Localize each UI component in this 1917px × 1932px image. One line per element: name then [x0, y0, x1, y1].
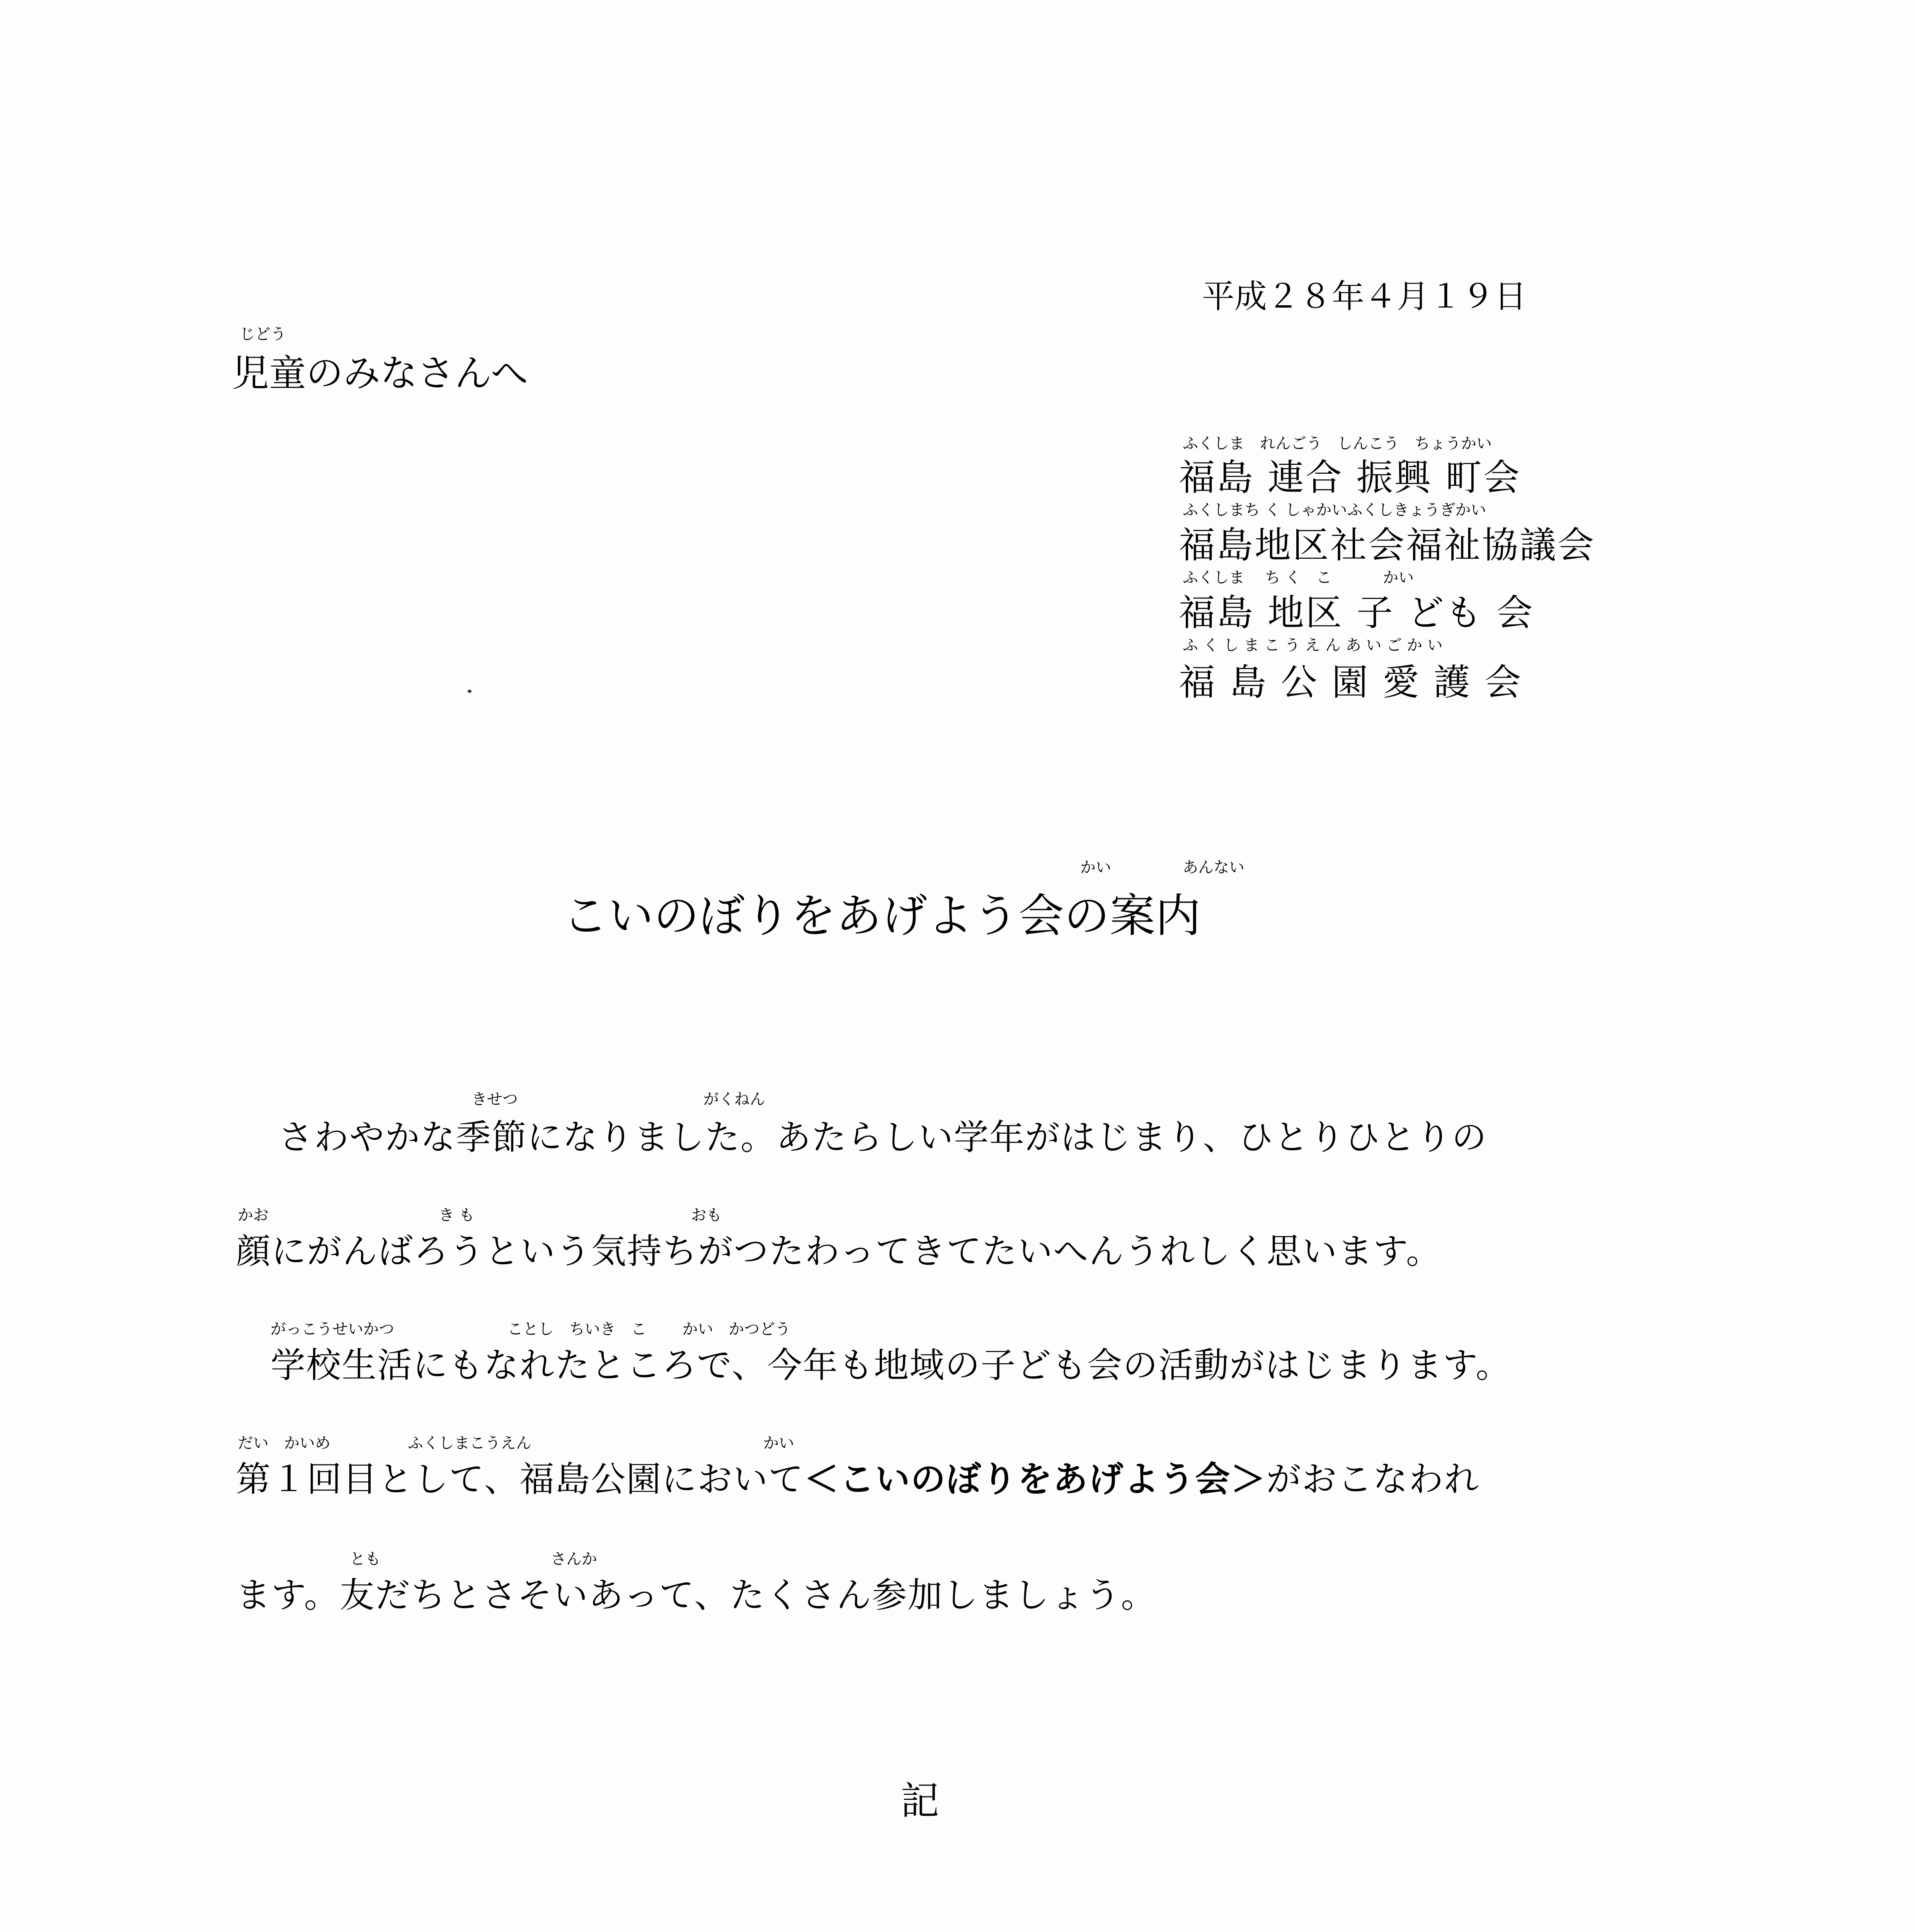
body-line: 顔にがんばろうという気持ちがつたわってきてたいへんうれしく思います。 — [236, 1231, 1442, 1272]
event-name: ＜こいのぼりをあげよう会＞ — [804, 1459, 1267, 1500]
sender-organization: 福島 連合 振興 町会 — [1179, 457, 1521, 499]
sender-organization: 福 島 公 園 愛 護 会 — [1179, 662, 1523, 704]
body-ruby: だい かいめ ふくしまこうえん かい — [238, 1434, 794, 1452]
ki-heading: 記 — [901, 1778, 939, 1823]
sender-ruby: ふ く し ま こ う え ん あ い ご か い — [1183, 636, 1443, 654]
body-ruby: とも さんか — [350, 1550, 597, 1568]
body-line: 第１回目として、福島公園において＜こいのぼりをあげよう会＞がおこなわれ — [236, 1459, 1480, 1500]
title-ruby-kai: かい — [1080, 859, 1111, 876]
body-ruby: がっこうせいかつ ことし ちいき こ かい かつどう — [271, 1320, 791, 1338]
body-ruby: かお き も おも — [238, 1206, 722, 1224]
addressee-ruby: じどう — [240, 325, 286, 343]
title-ruby-annai: あんない — [1183, 859, 1245, 876]
addressee: 児童のみなさんへ — [232, 352, 528, 395]
sender-ruby: ふくしま れんごう しんこう ちょうかい — [1183, 435, 1492, 452]
sender-ruby: ふくしまち く しゃかいふくしきょうぎかい — [1183, 501, 1486, 519]
document-title: こいのぼりをあげよう会の案内 — [562, 889, 1201, 942]
body-line: 学校生活にもなれたところで、今年も地域の子ども会の活動がはじまります。 — [271, 1345, 1512, 1386]
scan-speck — [468, 690, 472, 693]
body-line: ます。友だちとさそいあって、たくさん参加しましょう。 — [236, 1575, 1157, 1616]
body-line: さわやかな季節になりました。あたらしい学年がはじまり、ひとりひとりの — [278, 1117, 1487, 1158]
document-date: 平成２８年４月１９日 — [1202, 277, 1527, 315]
sender-organization: 福島地区社会福祉協議会 — [1179, 524, 1596, 566]
body-ruby: きせつ がくねん — [472, 1090, 765, 1108]
sender-ruby: ふくしま ち く こ かい — [1183, 569, 1414, 587]
sender-organization: 福島 地区 子 ども 会 — [1179, 592, 1534, 634]
